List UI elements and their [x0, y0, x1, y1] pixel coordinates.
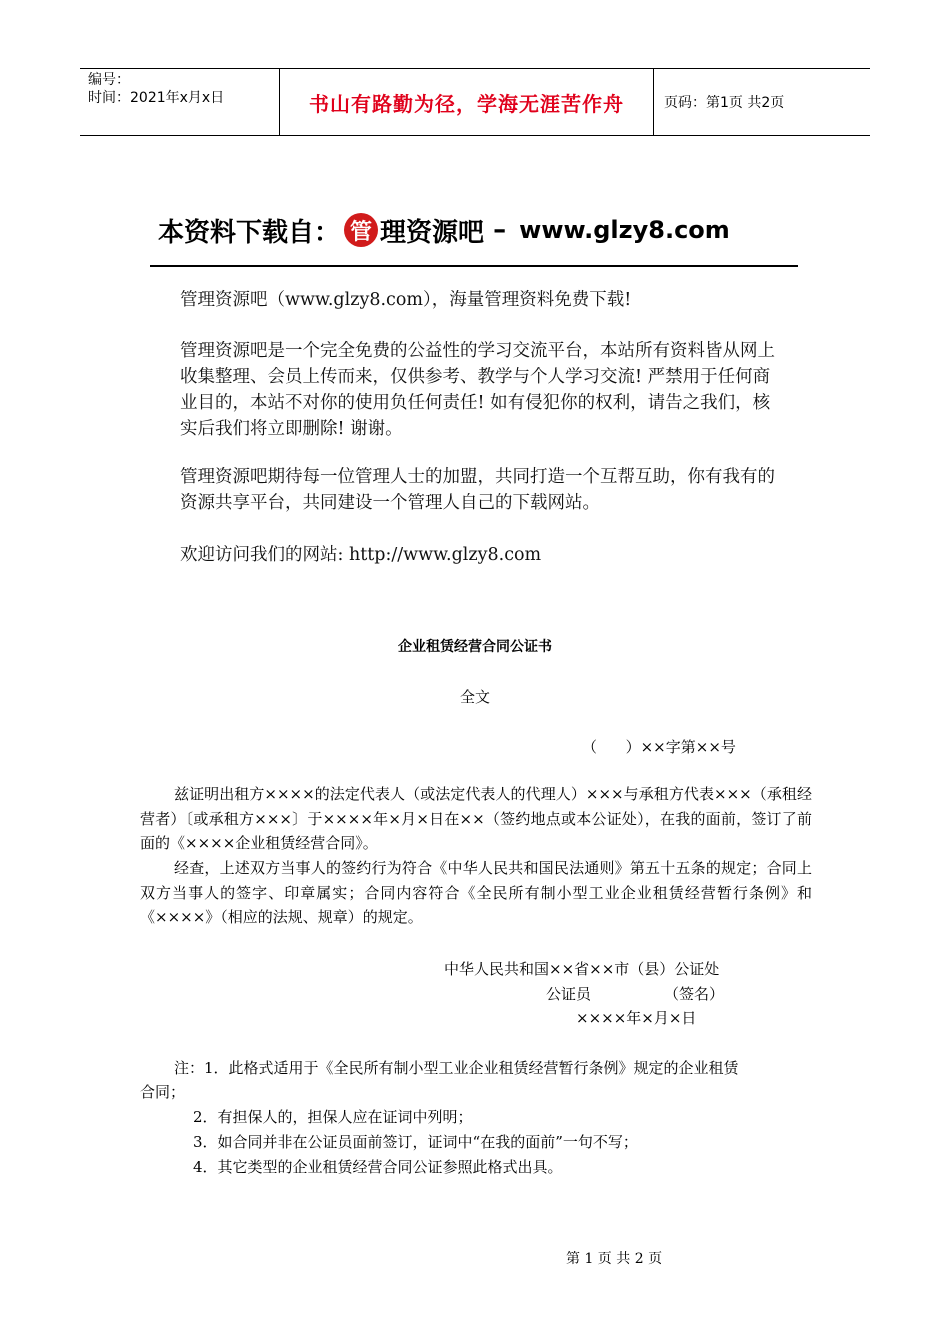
note-1-cont: 合同； — [140, 1083, 186, 1101]
document-title: 企业租赁经营合同公证书 — [398, 639, 552, 655]
download-banner — [158, 208, 730, 252]
notary-label: 公证员 — [546, 985, 592, 1003]
note-3: 3．如合同并非在公证员面前签订，证词中“在我的面前”一句不写； — [193, 1133, 638, 1151]
notary-date: ××××年×月×日 — [576, 1009, 697, 1027]
page-footer: 第 1 页 共 2 页 — [566, 1251, 663, 1267]
promo-visit: 欢迎访问我们的网站: http://www.glzy8.com — [180, 545, 542, 565]
notary-office: 中华人民共和国××省××市（县）公证处 — [444, 960, 720, 978]
banner-site-name: 理资源吧 — [380, 217, 485, 248]
motto: 书山有路勤为径，学海无涯苦作舟 — [280, 69, 654, 135]
banner-url[interactable]: www.glzy8.com — [519, 216, 730, 244]
note-1: 注：1．此格式适用于《全民所有制小型工业企业租赁经营暂行条例》规定的企业租赁 — [174, 1059, 739, 1077]
promo-para2: 管理资源吧是一个完全免费的公益性的学习交流平台，本站所有资料皆从网上收集整理、会员上传而来，仅供参考、教学与个人学习交流! 严禁用于任何商业目的，本站不对你的使用负任何责任! 如有侵犯你的权利，请告之我们，核实后我们将立即删除! 谢谢。 — [180, 341, 775, 439]
promo-line1: 管理资源吧（www.glzy8.com），海量管理资料免费下载! — [180, 290, 632, 310]
header-meta — [80, 69, 280, 135]
page-info: 页码：第1页 共2页 — [664, 95, 785, 111]
date-line: 时间：2021年x月x日 — [88, 90, 225, 106]
promo-para3: 管理资源吧期待每一位管理人士的加盟，共同打造一个互帮互助，你有我有的资源共享平台，共同建设一个管理人自己的下载网站。 — [180, 467, 775, 513]
document-number: （ ）××字第××号 — [582, 738, 736, 756]
document-subtitle: 全文 — [459, 688, 490, 706]
banner-divider — [150, 265, 798, 267]
signature-label: （签名） — [664, 985, 725, 1003]
body-paragraph-1: 兹证明出租方××××的法定代表人（或法定代表人的代理人）×××与承租方代表×××（承租经营者）〔或承租方×××〕于××××年×月×日在××（签约地点或本公证处），在我的面前，签订了前面的《××××企业租赁经营合同》。 — [140, 785, 812, 852]
doc-number-label: 编号： — [88, 72, 130, 88]
banner-prefix: 本资料下载自： — [158, 217, 341, 248]
note-4: 4．其它类型的企业租赁经营合同公证参照此格式出具。 — [193, 1158, 563, 1176]
header-table — [80, 68, 870, 136]
banner-dash: – — [484, 215, 516, 245]
note-2: 2．有担保人的，担保人应在证词中列明； — [193, 1108, 473, 1126]
body-paragraph-2: 经查，上述双方当事人的签约行为符合《中华人民共和国民法通则》第五十五条的规定；合同上双方当事人的签字、印章属实；合同内容符合《全民所有制小型工业企业租赁经营暂行条例》和《××××》（相应的法规、规章）的规定。 — [140, 859, 812, 926]
site-logo-icon: 管 — [344, 213, 378, 247]
